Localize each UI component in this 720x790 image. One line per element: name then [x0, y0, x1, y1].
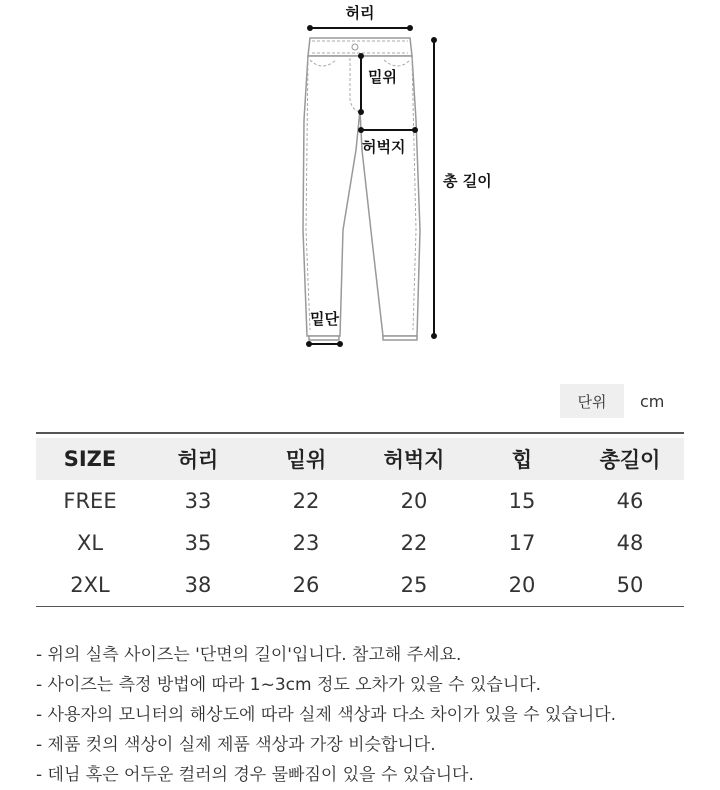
table-cell: FREE [63, 489, 117, 513]
total-length-measure-line [431, 37, 437, 339]
unit-value: cm [640, 392, 665, 411]
table-cell: XL [76, 531, 104, 555]
column-header: 밑위 [285, 448, 327, 472]
table-cell: 22 [400, 531, 428, 555]
pants-measurement-diagram [0, 0, 720, 370]
table-header-row [36, 438, 684, 480]
table-cell: 48 [616, 531, 644, 555]
table-cell: 20 [400, 489, 428, 513]
table-cell: 2XL [70, 573, 110, 597]
column-header: SIZE [63, 447, 117, 471]
table-row [36, 564, 684, 606]
column-header: 힙 [511, 448, 533, 472]
table-cell: 35 [184, 531, 212, 555]
note-item: - 위의 실측 사이즈는 '단면의 길이'입니다. 참고해 주세요. [36, 645, 462, 665]
column-header: 허벅지 [383, 448, 445, 472]
table-row [36, 522, 684, 564]
size-table [36, 432, 684, 607]
column-header: 허리 [177, 448, 219, 472]
table-cell: 15 [508, 489, 536, 513]
table-cell: 25 [400, 573, 428, 597]
table-cell: 17 [508, 531, 536, 555]
waist-label: 허리 [345, 4, 375, 22]
table-cell: 22 [292, 489, 320, 513]
hem-label: 밑단 [310, 310, 339, 328]
table-cell: 26 [292, 573, 320, 597]
waist-measure-line [307, 25, 413, 31]
unit-label: 단위 [577, 392, 607, 411]
size-notes [36, 640, 696, 790]
table-cell: 46 [616, 489, 644, 513]
table-cell: 23 [292, 531, 320, 555]
total-length-label: 총 길이 [443, 172, 492, 190]
button-icon [352, 44, 358, 50]
note-item: - 데님 혹은 어두운 컬러의 경우 물빠짐이 있을 수 있습니다. [36, 765, 474, 785]
table-cell: 38 [184, 573, 212, 597]
table-cell: 50 [616, 573, 644, 597]
note-item: - 제품 컷의 색상이 실제 제품 색상과 가장 비슷합니다. [36, 735, 436, 755]
column-header: 총길이 [599, 448, 661, 472]
rise-label: 밑위 [368, 68, 397, 86]
table-row [36, 480, 684, 522]
table-cell: 33 [184, 489, 212, 513]
thigh-label: 허벅지 [362, 138, 406, 156]
hem-measure-line [306, 341, 343, 347]
table-cell: 20 [508, 573, 536, 597]
unit-label-box [560, 384, 624, 418]
note-item: - 사용자의 모니터의 해상도에 따라 실제 색상과 다소 차이가 있을 수 있습니다. [36, 705, 617, 725]
note-item: - 사이즈는 측정 방법에 따라 1~3cm 정도 오차가 있을 수 있습니다. [36, 675, 542, 695]
